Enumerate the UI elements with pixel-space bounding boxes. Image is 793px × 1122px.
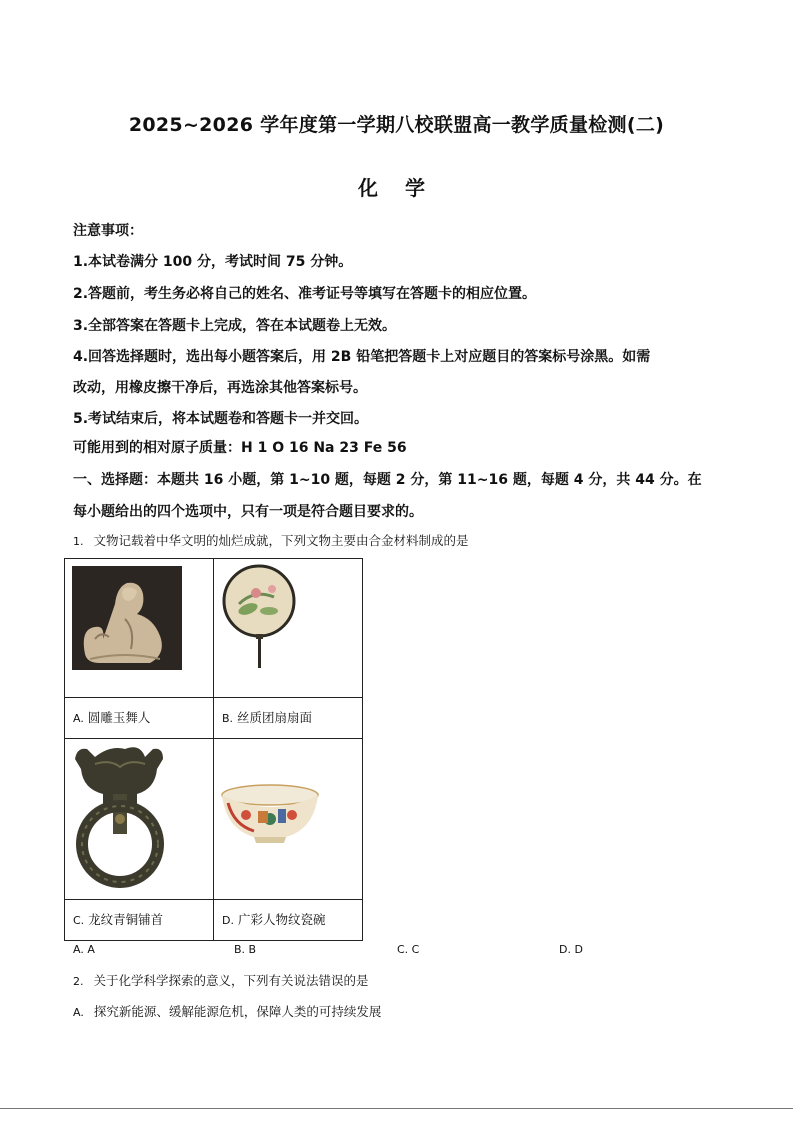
- option-c-label-cell: [65, 900, 214, 941]
- option-d-image-cell: [214, 739, 363, 900]
- option-d-key: D.: [222, 914, 234, 927]
- notice-item-2: 2.答题前，考生务必将自己的姓名、准考证号等填写在答题卡的相应位置。: [73, 286, 537, 302]
- option-c-image-cell: [65, 739, 214, 900]
- page-bottom-divider: [0, 1108, 793, 1109]
- question-2-option-a-text: 探究新能源、缓解能源危机，保障人类的可持续发展: [93, 1004, 382, 1019]
- option-c-text: 龙纹青铜铺首: [88, 912, 164, 927]
- option-d-text: 广彩人物纹瓷碗: [237, 912, 326, 927]
- question-1-option-table: [64, 558, 363, 941]
- subject-title: 化 学: [358, 176, 435, 200]
- answer-choice-c[interactable]: C. C: [397, 943, 420, 956]
- porcelain-bowl-image: [214, 739, 362, 895]
- option-a-key: A.: [73, 712, 84, 725]
- notice-item-4-cont: 改动，用橡皮擦干净后，再选涂其他答案标号。: [73, 380, 367, 396]
- option-b-text: 丝质团扇扇面: [237, 710, 313, 725]
- answer-choice-d[interactable]: D. D: [559, 943, 583, 956]
- answer-choice-b[interactable]: B. B: [234, 943, 257, 956]
- exam-title: 2025~2026 学年度第一学期八校联盟高一教学质量检测(二): [128, 114, 665, 136]
- jade-dancer-image: [65, 559, 213, 693]
- silk-fan-image: [214, 559, 362, 693]
- bronze-knocker-image: [65, 739, 213, 895]
- atomic-mass-line: 可能用到的相对原子质量：H 1 O 16 Na 23 Fe 56: [73, 440, 407, 456]
- question-2-option-a: [73, 1003, 381, 1022]
- question-2-number: 2.: [73, 975, 84, 988]
- notice-item-4: 4.回答选择题时，选出每小题答案后，用 2B 铅笔把答题卡上对应题目的答案标号涂黑。如需: [73, 349, 651, 365]
- question-1-stem: [73, 532, 469, 551]
- option-c-key: C.: [73, 914, 85, 927]
- option-a-text: 圆雕玉舞人: [87, 710, 151, 725]
- question-2-option-a-key: A.: [73, 1006, 84, 1019]
- option-a-image-cell: [65, 559, 214, 698]
- notice-item-3: 3.全部答案在答题卡上完成，答在本试题卷上无效。: [73, 318, 397, 334]
- question-1-text: 文物记载着中华文明的灿烂成就，下列文物主要由合金材料制成的是: [93, 533, 469, 548]
- section1-instruction-line2: 每小题给出的四个选项中，只有一项是符合题目要求的。: [73, 504, 423, 520]
- notice-item-5: 5.考试结束后，将本试题卷和答题卡一并交回。: [73, 411, 369, 427]
- option-b-image-cell: [214, 559, 363, 698]
- notice-heading: 注意事项：: [73, 223, 143, 239]
- question-1-number: 1.: [73, 535, 84, 548]
- option-d-label-cell: [214, 900, 363, 941]
- option-b-label-cell: [214, 698, 363, 739]
- option-a-label-cell: [65, 698, 214, 739]
- option-b-key: B.: [222, 712, 234, 725]
- section1-instruction-line1: 一、选择题：本题共 16 小题，第 1~10 题，每题 2 分，第 11~16 题，每题 4 分，共 44 分。在: [73, 472, 702, 488]
- notice-item-1: 1.本试卷满分 100 分，考试时间 75 分钟。: [73, 254, 353, 270]
- question-2-stem: [73, 972, 369, 991]
- answer-choice-a[interactable]: A. A: [73, 943, 95, 956]
- question-2-text: 关于化学科学探索的意义，下列有关说法错误的是: [93, 973, 369, 988]
